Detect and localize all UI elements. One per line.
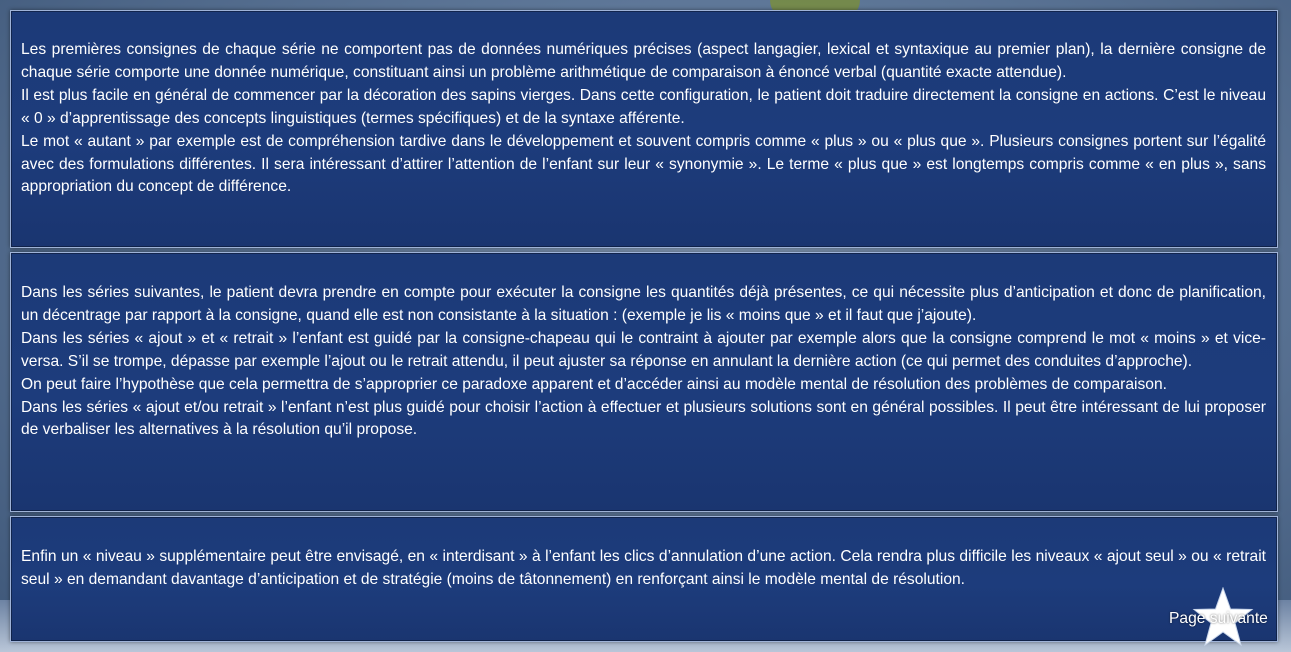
text-panel-2 <box>10 252 1278 512</box>
text-panel-3 <box>10 516 1278 642</box>
paragraph: On peut faire l’hypothèse que cela permettra de s’approprier ce paradoxe apparent et d’accéder ainsi au modèle mental de résolution des problèmes de comparaison. <box>21 375 1167 393</box>
paragraph: Dans les séries « ajout et/ou retrait » l’enfant n’est plus guidé pour choisir l’action à effectuer et plusieurs solutions sont en général possibles. Il peut être intéressant de lui proposer de verbaliser les alternatives à la résolution qu’il propose. <box>21 398 1266 439</box>
next-page-label[interactable]: Page suivante <box>1169 610 1268 627</box>
paragraph: Le mot « autant » par exemple est de compréhension tardive dans le développement et souvent compris comme « plus » ou « plus que ». Plusieurs consignes portent sur l’égalité avec des formulations différentes. Il sera intéressant d’attirer l’attention de l’enfant sur leur « synonymie ». Le terme « plus que » est longtemps compris comme « en plus », sans appropriation du concept de différence. <box>21 132 1266 196</box>
paragraph: Dans les séries suivantes, le patient devra prendre en compte pour exécuter la consigne les quantités déjà présentes, ce qui nécessite plus d’anticipation et donc de planification, un décentrage par rapport à la consigne, quand elle est non consistante à la situation : (exemple je lis « moins que » et il faut que j’ajoute). <box>21 284 1266 324</box>
paragraph: Enfin un « niveau » supplémentaire peut être envisagé, en « interdisant » à l’enfant les clics d’annulation d’une action. Cela rendra plus difficile les niveaux « ajout seul » ou « retrait seul » en demandant davantage d’anticipation et de stratégie (moins de tâtonnement) en renforçant ainsi le modèle mental de résolution. <box>21 548 1266 588</box>
text-panel-1 <box>10 10 1278 248</box>
paragraph: Dans les séries « ajout » et « retrait » l’enfant est guidé par la consigne-chapeau qui le contraint à ajouter par exemple alors que la consigne comprend le mot « moins » et vice-versa. S’il se trompe, dépasse par exemple l’ajout ou le retrait attendu, il peut ajuster sa réponse en annulant la dernière action (ce qui permet des conduites d’approche). <box>21 329 1266 370</box>
paragraph: Les premières consignes de chaque série ne comportent pas de données numériques précises (aspect langagier, lexical et syntaxique au premier plan), la dernière consigne de chaque série comporte une donnée numérique, constituant ainsi un problème arithmétique de comparaison à énoncé verbal (quantité exacte attendue). <box>21 41 1266 81</box>
paragraph: Il est plus facile en général de commencer par la décoration des sapins vierges. Dans cette configuration, le patient doit traduire directement la consigne en actions. C’est le niveau « 0 » d’apprentissage des concepts linguistiques (termes spécifiques) et de la syntaxe afférente. <box>21 86 1266 127</box>
